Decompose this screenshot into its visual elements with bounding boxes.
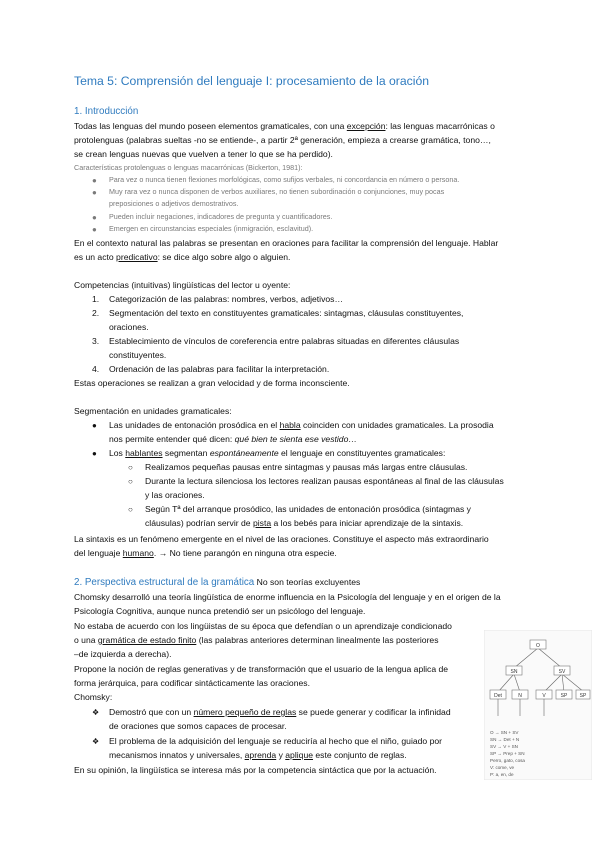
sub-item: Según Tª del arranque prosódico, las unidades de entonación prosódica (sintagmas y	[145, 504, 471, 514]
bullet-icon: ●	[92, 421, 97, 430]
page-title: Tema 5: Comprensión del lenguaje I: procesamiento de la oración	[74, 74, 429, 88]
sintaxis-line: del lenguaje humano. → No tiene parangón en ninguna otra especie.	[74, 548, 337, 558]
chomsky-line: Propone la noción de reglas generativas y de transformación que el usuario de la lengua aplica de	[74, 664, 449, 674]
chomsky-line: Chomsky:	[74, 692, 113, 702]
chomsky-line: Chomsky desarrolló una teoría lingüística de enorme influencia en la Psicología del lenguaje y en el origen de la	[74, 592, 501, 602]
tree-rule: P: a, en, de	[490, 772, 514, 777]
underlined-term: habla	[279, 420, 301, 430]
underlined-term: pista	[252, 518, 272, 528]
competencia-item: Ordenación de las palabras para facilitar la interpretación.	[109, 364, 330, 374]
tree-rule: Perro, gato, cosa	[490, 758, 525, 763]
circle-bullet-icon: ○	[128, 463, 133, 472]
bickerton-item: Pueden incluir negaciones, indicadores de pregunta y cuantificadores.	[109, 212, 333, 221]
bickerton-item: Para vez o nunca tienen flexiones morfológicas, como sufijos verbales, ni concordancia en número o persona.	[109, 175, 460, 184]
chomsky-line: forma jerárquica, para codificar sintácticamente las oraciones.	[74, 678, 310, 688]
underlined-term: gramática de estado finito	[97, 635, 197, 645]
list-number: 3.	[92, 336, 100, 346]
tree-node: SN	[510, 669, 518, 675]
underlined-term: predicativo	[116, 252, 158, 262]
chomsky-line: o una gramática de estado finito (las palabras anteriores determinan linealmente las posteriores	[74, 635, 439, 645]
underlined-term: excepción	[346, 121, 386, 131]
segmentacion-item: Las unidades de entonación prosódica en el habla coinciden con unidades gramaticales. La prosodia	[109, 420, 494, 430]
chomsky-conclusion: En su opinión, la lingüística se interesa más por la competencia sintáctica que por la actuación.	[74, 765, 437, 775]
section-heading-intro: 1. Introducción	[74, 106, 139, 117]
bickerton-title: Características protolenguas o lenguas macarrónicas (Bickerton, 1981):	[74, 163, 303, 172]
underlined-term: número pequeño de reglas	[193, 707, 297, 717]
segmentacion-item: nos permite entender qué dicen: qué bien te sienta ese vestido…	[109, 434, 357, 444]
diamond-bullet-icon: ❖	[92, 708, 100, 717]
underlined-term: aplique	[285, 750, 313, 760]
diamond-bullet-icon: ❖	[92, 737, 100, 746]
tree-rule: V: come, ve	[490, 765, 515, 770]
sub-item: y las oraciones.	[145, 490, 205, 500]
bullet-icon: ●	[92, 176, 97, 185]
circle-bullet-icon: ○	[128, 477, 133, 486]
bickerton-item: preposiciones o adjetivos demostrativos.	[109, 199, 239, 208]
competencias-after: Estas operaciones se realizan a gran velocidad y de forma inconsciente.	[74, 378, 350, 388]
underlined-term: hablantes	[125, 448, 163, 458]
section-heading-structural: 2. Perspectiva estructural de la gramática No son teorías excluyentes	[74, 577, 361, 588]
underlined-term: aprenda	[244, 750, 277, 760]
tree-node: SP	[579, 693, 587, 699]
competencia-item: Categorización de las palabras: nombres, verbos, adjetivos…	[109, 294, 344, 304]
list-number: 2.	[92, 308, 100, 318]
chomsky-line: No estaba de acuerdo con los lingüistas de su época que defendían o un aprendizaje condicionado	[74, 621, 452, 631]
tree-node: Det	[494, 693, 502, 699]
segmentacion-title: Segmentación en unidades gramaticales:	[74, 406, 232, 416]
tree-node: SV	[558, 669, 566, 675]
chomsky-point: Demostró que con un número pequeño de reglas se puede generar y codificar la infinidad	[109, 707, 451, 717]
competencia-item: constituyentes.	[109, 350, 167, 360]
intro-paragraph-line: Todas las lenguas del mundo poseen elementos gramaticales, con una excepción: las lenguas macarrónicas o	[74, 121, 495, 131]
tree-rule: O → SN + SV	[490, 730, 519, 735]
intro-paragraph-line: protolenguas (palabras sueltas -no se entiende-, a partir 2ª generación, empieza a crearse gramática, tono…,	[74, 135, 491, 145]
syntax-tree-figure	[484, 630, 592, 780]
chomsky-point: mecanismos innatos y universales, aprenda y aplique este conjunto de reglas.	[109, 750, 407, 760]
tree-rule: SV → V + SN	[490, 744, 518, 749]
context-line: En el contexto natural las palabras se presentan en oraciones para facilitar la comprensión del lenguaje. Hablar	[74, 238, 499, 248]
competencia-item: Establecimiento de vínculos de coreferencia entre palabras situadas en diferentes cláusulas	[109, 336, 460, 346]
bullet-icon: ●	[92, 188, 97, 197]
sub-item: cláusulas) podrían servir de pista a los bebés para iniciar aprendizaje de la sintaxis.	[145, 518, 464, 528]
intro-paragraph-line: se crean lenguas nuevas que vuelven a tener lo que se ha perdido).	[74, 149, 333, 159]
list-number: 1.	[92, 294, 100, 304]
chomsky-point: de oraciones que somos capaces de procesar.	[109, 721, 287, 731]
competencia-item: Segmentación del texto en constituyentes gramaticales: sintagmas, cláusulas constituyentes,	[109, 308, 464, 318]
competencia-item: oraciones.	[109, 322, 149, 332]
bickerton-item: Emergen en circunstancias especiales (inmigración, esclavitud).	[109, 224, 314, 233]
chomsky-line: –de izquierda a derecha).	[74, 649, 172, 659]
tree-node: O	[536, 643, 540, 649]
underlined-term: humano	[122, 548, 154, 558]
competencias-title: Competencias (intuitivas) lingüísticas del lector u oyente:	[74, 280, 291, 290]
bullet-icon: ●	[92, 449, 97, 458]
context-line: es un acto predicativo: se dice algo sobre algo o alguien.	[74, 252, 291, 262]
bullet-icon: ●	[92, 213, 97, 222]
chomsky-line: Psicología Cognitiva, aunque nunca pretendió ser un psicólogo del lenguaje.	[74, 606, 366, 616]
sintaxis-line: La sintaxis es un fenómeno emergente en el nivel de las oraciones. Constituye el aspecto más extraordinario	[74, 534, 489, 544]
syntax-tree-diagram	[484, 630, 592, 780]
tree-node: N	[518, 693, 522, 699]
sub-item: Durante la lectura silenciosa los lectores realizan pausas espontáneas al final de las cláusulas	[145, 476, 504, 486]
tree-node: SP	[560, 693, 568, 699]
circle-bullet-icon: ○	[128, 505, 133, 514]
sub-item: Realizamos pequeñas pausas entre sintagmas y pausas más largas entre cláusulas.	[145, 462, 468, 472]
chomsky-point: El problema de la adquisición del lenguaje se reduciría al hecho que el niño, guiado por	[109, 736, 442, 746]
list-number: 4.	[92, 364, 100, 374]
tree-rule: SN → Det + N	[490, 737, 520, 742]
bullet-icon: ●	[92, 225, 97, 234]
bickerton-item: Muy rara vez o nunca disponen de verbos auxiliares, no tienen subordinación o conjunciones, muy pocas	[109, 187, 445, 196]
segmentacion-item: Los hablantes segmentan espontáneamente el lenguaje en constituyentes gramaticales:	[109, 448, 446, 458]
tree-node: V	[542, 693, 546, 699]
tree-rule: SP → Prep + SN	[490, 751, 525, 756]
